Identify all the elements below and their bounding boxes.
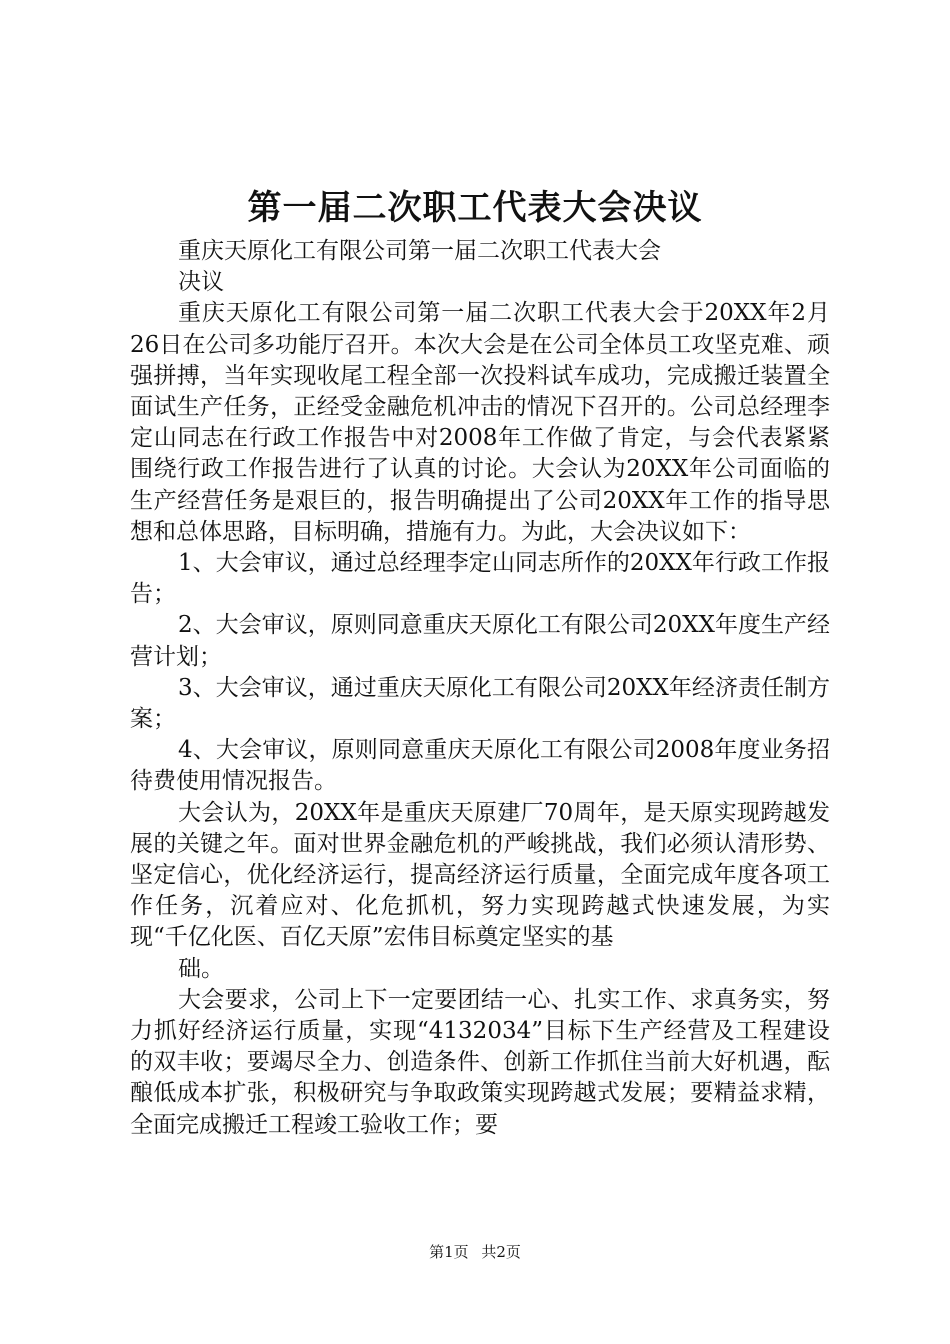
resolution-item-2: 2、大会审议，原则同意重庆天原化工有限公司20XX年度生产经营计划；	[130, 612, 830, 670]
document-title: 第一届二次职工代表大会决议	[247, 188, 703, 228]
page-total: 共2页	[481, 1243, 521, 1261]
assembly-view-paragraph: 大会认为，20XX年是重庆天原建厂70周年，是天原实现跨越发展的关键之年。面对世界金融危机的严峻挑战，我们必须认清形势、坚定信心，优化经济运行，提高经济运行质量，全面完成年度各项工作任务，沉着应对、化危抓机，努力实现跨越式快速发展，为实现“千亿化医、百亿天原”宏伟目标奠定坚实的基	[130, 799, 830, 951]
resolution-item-3: 3、大会审议，通过重庆天原化工有限公司20XX年经济责任制方案；	[130, 674, 830, 733]
assembly-requirements-paragraph: 大会要求，公司上下一定要团结一心、扎实工作、求真务实，努力抓好经济运行质量，实现“4132034”目标下生产经营及工程建设的双丰收；要竭尽全力、创造条件、创新工作抓住当前大好机遇，酝酿低成本扩张，积极研究与争取政策实现跨越式发展；要精益求精，全面完成搬迁工程竣工验收工作；要	[130, 986, 830, 1138]
org-line: 重庆天原化工有限公司第一届二次职工代表大会	[178, 238, 661, 264]
document-body	[130, 236, 830, 1141]
page-number: 第1页	[429, 1243, 469, 1261]
page-footer	[0, 1242, 950, 1262]
resolution-label: 决议	[178, 269, 224, 296]
resolution-item-1: 1、大会审议，通过总经理李定山同志所作的20XX年行政工作报告；	[130, 550, 830, 608]
assembly-view-continuation: 础。	[178, 955, 224, 982]
resolution-item-4: 4、大会审议，原则同意重庆天原化工有限公司2008年度业务招待费使用情况报告。	[130, 737, 830, 795]
intro-paragraph: 重庆天原化工有限公司第一届二次职工代表大会于20XX年2月26日在公司多功能厅召开。本次大会是在公司全体员工攻坚克难、顽强拼搏，当年实现收尾工程全部一次投料试车成功，完成搬迁装置全面试生产任务，正经受金融危机冲击的情况下召开的。公司总经理李定山同志在行政工作报告中对2008年工作做了肯定，与会代表紧紧围绕行政工作报告进行了认真的讨论。大会认为20XX年公司面临的生产经营任务是艰巨的，报告明确提出了公司20XX年工作的指导思想和总体思路，目标明确，措施有力。为此，大会决议如下：	[130, 300, 830, 545]
